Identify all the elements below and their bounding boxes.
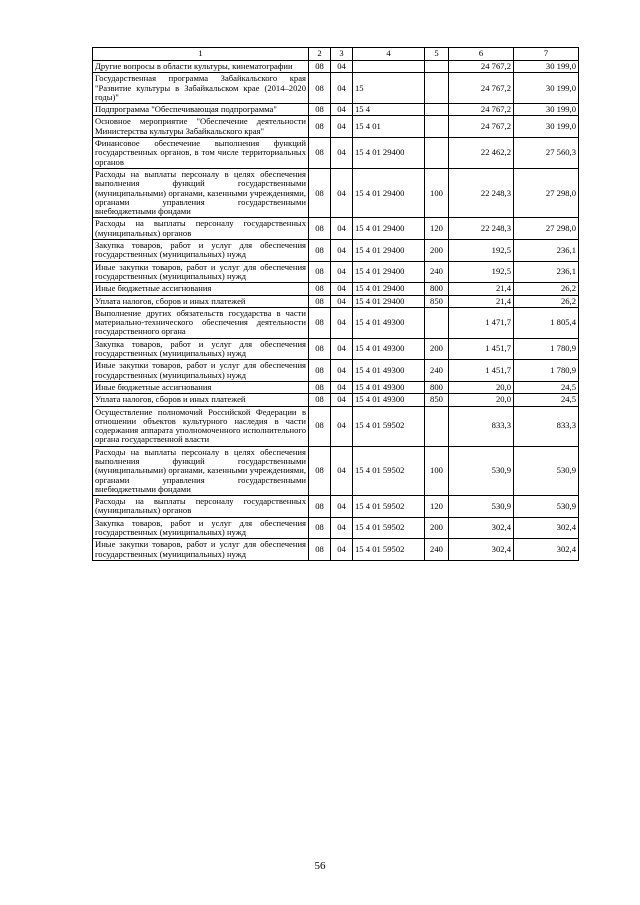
subsection-cell: 04 <box>331 240 353 262</box>
section-cell: 08 <box>309 295 331 307</box>
value-cell-2020: 27 298,0 <box>514 168 579 217</box>
value-cell-2019: 192,5 <box>449 261 514 283</box>
expense-type-cell: 240 <box>425 261 449 283</box>
table-row <box>93 446 579 495</box>
value-cell-2019: 1 451,7 <box>449 338 514 360</box>
value-cell-2020: 26,2 <box>514 295 579 307</box>
table-row <box>93 539 579 561</box>
row-name-cell: Расходы на выплаты персоналу государственных (муниципальных) органов <box>93 496 309 518</box>
table-row <box>93 218 579 240</box>
subsection-cell: 04 <box>331 406 353 446</box>
value-cell-2019: 22 248,3 <box>449 168 514 217</box>
row-name-cell: Финансовое обеспечение выполнения функций государственных органов, в том числе территориальных органов <box>93 138 309 169</box>
table-row <box>93 104 579 116</box>
row-name-cell: Закупка товаров, работ и услуг для обеспечения государственных (муниципальных) нужд <box>93 338 309 360</box>
section-cell: 08 <box>309 138 331 169</box>
target-article-cell: 15 4 01 29400 <box>353 261 425 283</box>
subsection-cell: 04 <box>331 338 353 360</box>
section-cell: 08 <box>309 261 331 283</box>
target-article-cell: 15 4 01 <box>353 116 425 138</box>
subsection-cell: 04 <box>331 517 353 539</box>
target-article-cell: 15 4 01 59502 <box>353 496 425 518</box>
row-name-cell: Уплата налогов, сборов и иных платежей <box>93 394 309 406</box>
subsection-cell: 04 <box>331 307 353 338</box>
row-name-cell: Иные закупки товаров, работ и услуг для обеспечения государственных (муниципальных) нужд <box>93 360 309 382</box>
header-cell: 6 <box>449 48 514 61</box>
expense-type-cell: 100 <box>425 446 449 495</box>
section-cell: 08 <box>309 338 331 360</box>
expense-type-cell: 200 <box>425 517 449 539</box>
value-cell-2019: 302,4 <box>449 517 514 539</box>
value-cell-2020: 30 199,0 <box>514 104 579 116</box>
value-cell-2019: 24 767,2 <box>449 73 514 104</box>
header-cell: 5 <box>425 48 449 61</box>
subsection-cell: 04 <box>331 138 353 169</box>
row-name-cell: Основное мероприятие "Обеспечение деятельности Министерства культуры Забайкальского края" <box>93 116 309 138</box>
subsection-cell: 04 <box>331 496 353 518</box>
table-row <box>93 61 579 73</box>
target-article-cell: 15 4 01 59502 <box>353 406 425 446</box>
table-row <box>93 261 579 283</box>
table-row <box>93 381 579 393</box>
subsection-cell: 04 <box>331 381 353 393</box>
value-cell-2019: 24 767,2 <box>449 61 514 73</box>
table-row <box>93 240 579 262</box>
section-cell: 08 <box>309 283 331 295</box>
value-cell-2019: 24 767,2 <box>449 116 514 138</box>
target-article-cell: 15 4 01 49300 <box>353 394 425 406</box>
value-cell-2020: 302,4 <box>514 517 579 539</box>
value-cell-2020: 236,1 <box>514 240 579 262</box>
value-cell-2019: 530,9 <box>449 446 514 495</box>
row-name-cell: Подпрограмма "Обеспечивающая подпрограмма" <box>93 104 309 116</box>
target-article-cell: 15 4 <box>353 104 425 116</box>
header-cell: 7 <box>514 48 579 61</box>
subsection-cell: 04 <box>331 360 353 382</box>
expense-type-cell: 120 <box>425 496 449 518</box>
subsection-cell: 04 <box>331 539 353 561</box>
target-article-cell: 15 4 01 49300 <box>353 381 425 393</box>
value-cell-2019: 21,4 <box>449 283 514 295</box>
section-cell: 08 <box>309 116 331 138</box>
row-name-cell: Расходы на выплаты персоналу в целях обеспечения выполнения функций государственными (муниципальными) органами, казенными учреждениями, органами управления государственными внебюджетными фондами <box>93 168 309 217</box>
value-cell-2019: 302,4 <box>449 539 514 561</box>
section-cell: 08 <box>309 168 331 217</box>
subsection-cell: 04 <box>331 168 353 217</box>
table-row <box>93 517 579 539</box>
expense-type-cell: 850 <box>425 295 449 307</box>
header-cell: 3 <box>331 48 353 61</box>
subsection-cell: 04 <box>331 218 353 240</box>
table-row <box>93 406 579 446</box>
value-cell-2020: 1 780,9 <box>514 360 579 382</box>
table-row <box>93 73 579 104</box>
value-cell-2020: 530,9 <box>514 446 579 495</box>
subsection-cell: 04 <box>331 104 353 116</box>
value-cell-2019: 192,5 <box>449 240 514 262</box>
value-cell-2020: 236,1 <box>514 261 579 283</box>
row-name-cell: Другие вопросы в области культуры, кинематографии <box>93 61 309 73</box>
row-name-cell: Иные бюджетные ассигнования <box>93 381 309 393</box>
value-cell-2019: 1 471,7 <box>449 307 514 338</box>
value-cell-2019: 24 767,2 <box>449 104 514 116</box>
section-cell: 08 <box>309 394 331 406</box>
expense-type-cell: 120 <box>425 218 449 240</box>
row-name-cell: Иные закупки товаров, работ и услуг для обеспечения государственных (муниципальных) нужд <box>93 539 309 561</box>
table-row <box>93 295 579 307</box>
row-name-cell: Выполнение других обязательств государства в части материально-технического обеспечения деятельности государственного органа <box>93 307 309 338</box>
header-cell: 1 <box>93 48 309 61</box>
target-article-cell <box>353 61 425 73</box>
section-cell: 08 <box>309 446 331 495</box>
row-name-cell: Иные закупки товаров, работ и услуг для обеспечения государственных (муниципальных) нужд <box>93 261 309 283</box>
subsection-cell: 04 <box>331 116 353 138</box>
value-cell-2019: 530,9 <box>449 496 514 518</box>
target-article-cell: 15 4 01 29400 <box>353 168 425 217</box>
expense-type-cell <box>425 406 449 446</box>
subsection-cell: 04 <box>331 283 353 295</box>
value-cell-2020: 1 805,4 <box>514 307 579 338</box>
value-cell-2020: 24,5 <box>514 381 579 393</box>
table-header-row <box>93 48 579 61</box>
expense-type-cell: 240 <box>425 360 449 382</box>
table-row <box>93 168 579 217</box>
table-body <box>93 61 579 561</box>
expense-type-cell <box>425 116 449 138</box>
section-cell: 08 <box>309 496 331 518</box>
table-row <box>93 307 579 338</box>
row-name-cell: Осуществление полномочий Российской Федерации в отношении объектов культурного наследия в части содержания аппарата уполномоченного исполнительного органа государственной власти <box>93 406 309 446</box>
row-name-cell: Расходы на выплаты персоналу в целях обеспечения выполнения функций государственными (муниципальными) органами, казенными учреждениями, органами управления государственными внебюджетными фондами <box>93 446 309 495</box>
section-cell: 08 <box>309 218 331 240</box>
target-article-cell: 15 4 01 29400 <box>353 218 425 240</box>
expense-type-cell <box>425 73 449 104</box>
value-cell-2020: 30 199,0 <box>514 116 579 138</box>
value-cell-2019: 833,3 <box>449 406 514 446</box>
target-article-cell: 15 4 01 29400 <box>353 138 425 169</box>
value-cell-2020: 30 199,0 <box>514 61 579 73</box>
target-article-cell: 15 <box>353 73 425 104</box>
value-cell-2020: 302,4 <box>514 539 579 561</box>
expense-type-cell: 850 <box>425 394 449 406</box>
expense-type-cell <box>425 138 449 169</box>
expense-type-cell: 800 <box>425 381 449 393</box>
table-row <box>93 283 579 295</box>
section-cell: 08 <box>309 517 331 539</box>
value-cell-2020: 530,9 <box>514 496 579 518</box>
section-cell: 08 <box>309 104 331 116</box>
target-article-cell: 15 4 01 49300 <box>353 360 425 382</box>
header-cell: 4 <box>353 48 425 61</box>
value-cell-2019: 21,4 <box>449 295 514 307</box>
target-article-cell: 15 4 01 49300 <box>353 338 425 360</box>
expense-type-cell: 200 <box>425 240 449 262</box>
section-cell: 08 <box>309 61 331 73</box>
value-cell-2020: 1 780,9 <box>514 338 579 360</box>
value-cell-2020: 833,3 <box>514 406 579 446</box>
section-cell: 08 <box>309 307 331 338</box>
target-article-cell: 15 4 01 29400 <box>353 283 425 295</box>
value-cell-2019: 22 462,2 <box>449 138 514 169</box>
value-cell-2020: 30 199,0 <box>514 73 579 104</box>
table-row <box>93 338 579 360</box>
expense-type-cell <box>425 61 449 73</box>
section-cell: 08 <box>309 406 331 446</box>
expense-type-cell: 100 <box>425 168 449 217</box>
table-row <box>93 360 579 382</box>
row-name-cell: Уплата налогов, сборов и иных платежей <box>93 295 309 307</box>
value-cell-2019: 20,0 <box>449 394 514 406</box>
table-row <box>93 394 579 406</box>
expense-type-cell: 200 <box>425 338 449 360</box>
expense-type-cell <box>425 307 449 338</box>
expense-type-cell <box>425 104 449 116</box>
value-cell-2019: 1 451,7 <box>449 360 514 382</box>
section-cell: 08 <box>309 360 331 382</box>
value-cell-2020: 27 560,3 <box>514 138 579 169</box>
row-name-cell: Государственная программа Забайкальского края "Развитие культуры в Забайкальском крае (2014–2020 годы)" <box>93 73 309 104</box>
subsection-cell: 04 <box>331 261 353 283</box>
expense-type-cell: 240 <box>425 539 449 561</box>
table-row <box>93 138 579 169</box>
subsection-cell: 04 <box>331 394 353 406</box>
subsection-cell: 04 <box>331 295 353 307</box>
value-cell-2020: 24,5 <box>514 394 579 406</box>
target-article-cell: 15 4 01 29400 <box>353 240 425 262</box>
row-name-cell: Иные бюджетные ассигнования <box>93 283 309 295</box>
table-row <box>93 496 579 518</box>
table-row <box>93 116 579 138</box>
target-article-cell: 15 4 01 49300 <box>353 307 425 338</box>
value-cell-2020: 26,2 <box>514 283 579 295</box>
subsection-cell: 04 <box>331 446 353 495</box>
budget-table <box>92 47 579 561</box>
row-name-cell: Расходы на выплаты персоналу государственных (муниципальных) органов <box>93 218 309 240</box>
subsection-cell: 04 <box>331 73 353 104</box>
target-article-cell: 15 4 01 59502 <box>353 446 425 495</box>
section-cell: 08 <box>309 73 331 104</box>
target-article-cell: 15 4 01 59502 <box>353 517 425 539</box>
section-cell: 08 <box>309 381 331 393</box>
row-name-cell: Закупка товаров, работ и услуг для обеспечения государственных (муниципальных) нужд <box>93 517 309 539</box>
target-article-cell: 15 4 01 59502 <box>353 539 425 561</box>
value-cell-2019: 20,0 <box>449 381 514 393</box>
value-cell-2020: 27 298,0 <box>514 218 579 240</box>
expense-type-cell: 800 <box>425 283 449 295</box>
section-cell: 08 <box>309 539 331 561</box>
section-cell: 08 <box>309 240 331 262</box>
target-article-cell: 15 4 01 29400 <box>353 295 425 307</box>
page-number: 56 <box>314 860 326 872</box>
value-cell-2019: 22 248,3 <box>449 218 514 240</box>
header-cell: 2 <box>309 48 331 61</box>
row-name-cell: Закупка товаров, работ и услуг для обеспечения государственных (муниципальных) нужд <box>93 240 309 262</box>
subsection-cell: 04 <box>331 61 353 73</box>
